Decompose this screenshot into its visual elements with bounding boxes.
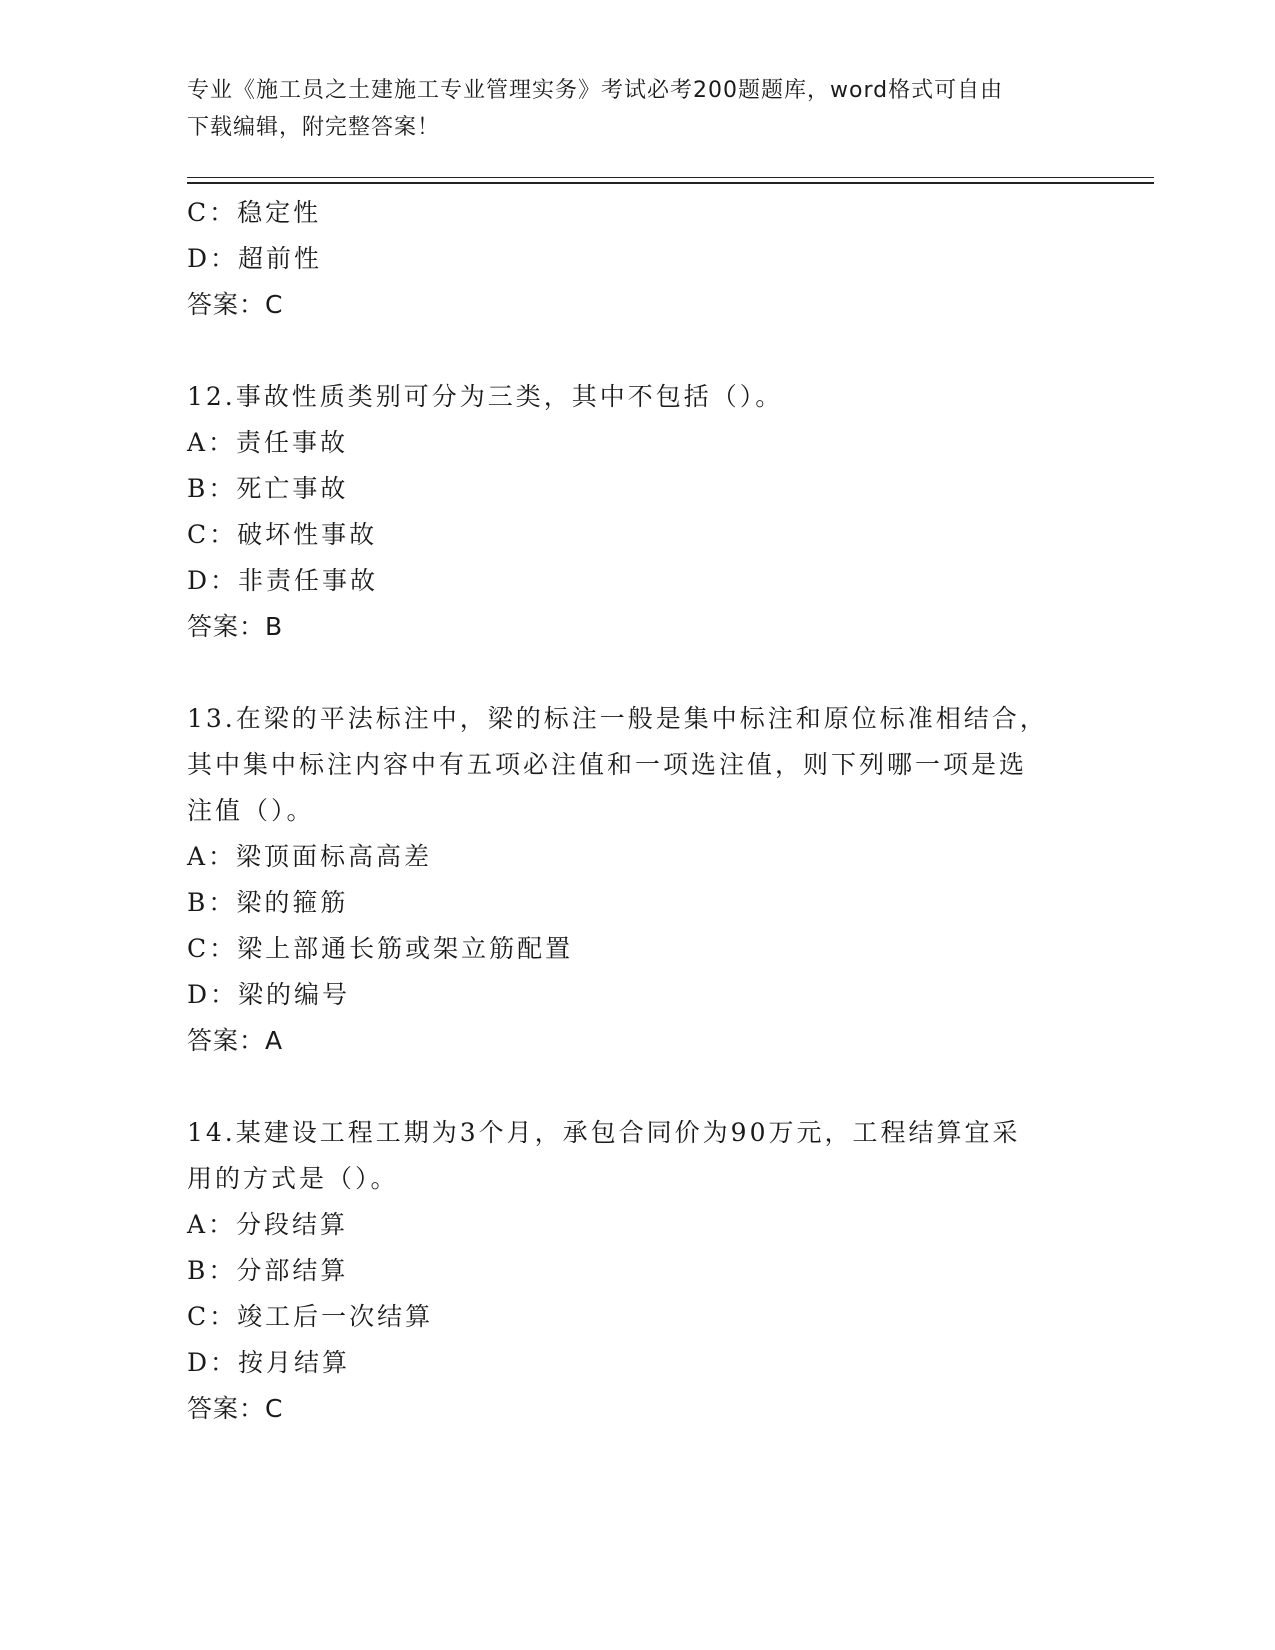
answer-line: 答案：C [187,1394,284,1423]
option-d: D：非责任事故 [187,566,379,595]
question-13 [187,696,1087,1064]
option-a: A：分段结算 [187,1210,349,1239]
question-stem-line-2: 用的方式是（）。 [187,1164,399,1193]
question-14 [187,1110,1087,1432]
header-line-2: 下载编辑，附完整答案！ [187,115,441,140]
option-b: B：死亡事故 [187,474,349,503]
answer-line: 答案：B [187,612,284,641]
header-divider-thick [187,182,1154,184]
option-d: D：超前性 [187,244,323,273]
question-12 [187,374,1087,650]
option-c: C：竣工后一次结算 [187,1302,434,1331]
answer-line: 答案：A [187,1026,284,1055]
spacer [187,1064,1087,1110]
question-stem-line-1: 14.某建设工程工期为3个月，承包合同价为90万元，工程结算宜采 [187,1118,1021,1147]
option-a: A：梁顶面标高高差 [187,842,433,871]
option-b: B：分部结算 [187,1256,349,1285]
option-a: A：责任事故 [187,428,349,457]
option-c: C：梁上部通长筋或架立筋配置 [187,934,574,963]
question-block-previous [187,190,1087,328]
question-stem-line-3: 注值（）。 [187,796,315,825]
header-divider-thin [187,177,1154,178]
option-b: B：梁的箍筋 [187,888,349,917]
question-stem-line-2: 其中集中标注内容中有五项必注值和一项选注值，则下列哪一项是选 [187,750,1028,779]
question-stem-line-1: 13.在梁的平法标注中，梁的标注一般是集中标注和原位标准相结合， [187,704,1048,733]
question-list [187,190,1087,1432]
spacer [187,328,1087,374]
option-c: C：稳定性 [187,198,322,227]
option-d: D：梁的编号 [187,980,351,1009]
question-stem: 12.事故性质类别可分为三类，其中不包括（）。 [187,382,784,411]
document-header [187,72,1087,146]
answer-line: 答案：C [187,290,284,319]
option-c: C：破坏性事故 [187,520,378,549]
option-d: D：按月结算 [187,1348,351,1377]
header-line-1: 专业《施工员之土建施工专业管理实务》考试必考200题题库，word格式可自由 [187,78,1004,103]
spacer [187,650,1087,696]
